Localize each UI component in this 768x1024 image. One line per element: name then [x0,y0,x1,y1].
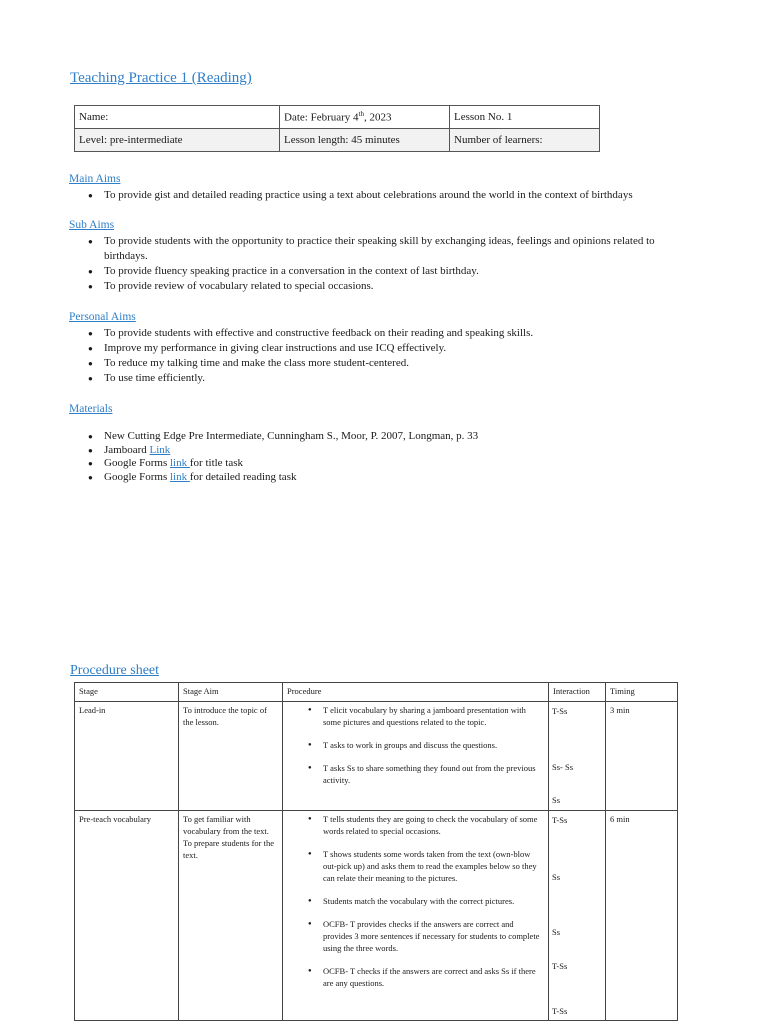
header-interaction: Interaction [549,683,606,702]
materials-heading[interactable]: Materials [69,403,113,415]
header-timing: Timing [606,683,678,702]
lesson-info-table [74,105,600,152]
interaction-label: Ss [552,927,561,937]
main-aims-list [70,188,710,203]
list-item: ● To provide review of vocabulary related to special occasions. [70,279,695,294]
interaction-label: T-Ss [552,961,568,971]
procedure-step: ● T asks to work in groups and discuss the questions. [287,739,544,751]
timing-cell: 3 min [606,702,678,811]
interaction-label: Ss [552,795,561,805]
interaction-label: T-Ss [552,706,568,716]
list-item: ● To provide gist and detailed reading practice using a text about celebrations around the world in the context of birthdays [70,188,710,203]
stage-cell: Pre-teach vocabulary [75,811,179,1021]
interaction-label: T-Ss [552,815,568,825]
list-item: ● To use time efficiently. [70,371,710,386]
table-row [75,811,678,1021]
header-stage-aim: Stage Aim [179,683,283,702]
table-row [75,702,678,811]
list-item: ● To provide students with effective and constructive feedback on their reading and speaking skills. [70,326,710,341]
interaction-cell [549,702,606,811]
page-title[interactable]: Teaching Practice 1 (Reading) [70,70,252,86]
sub-aims-list [70,234,695,294]
timing-cell: 6 min [606,811,678,1021]
interaction-cell [549,811,606,1021]
list-item: ● Jamboard Link [70,444,710,458]
learners-cell: Number of learners: [450,129,600,152]
sub-aims-heading[interactable]: Sub Aims [69,219,115,231]
detailed-task-link[interactable]: link [170,470,190,483]
list-item: ● Improve my performance in giving clear instructions and use ICQ effectively. [70,341,710,356]
list-item: ● To provide students with the opportunity to practice their speaking skill by exchanging ideas, feelings and opinions related to birthdays. [70,234,695,264]
procedure-heading[interactable]: Procedure sheet [70,663,160,678]
list-item: ● To reduce my talking time and make the class more student-centered. [70,356,710,371]
procedure-step: ● Students match the vocabulary with the correct pictures. [287,895,544,907]
procedure-step: ● T elicit vocabulary by sharing a jamboard presentation with some pictures and questions related to the topic. [287,704,544,728]
personal-aims-heading[interactable]: Personal Aims [69,311,136,323]
stage-aim-cell: To introduce the topic of the lesson. [179,702,283,811]
procedure-step: ● OCFB- T provides checks if the answers are correct and provides 3 more sentences if necessary for students to complete using the three words. [287,918,544,954]
procedure-cell [283,702,549,811]
interaction-label: T-Ss [552,1006,568,1016]
personal-aims-list [70,326,710,386]
title-task-link[interactable]: link [170,457,190,469]
procedure-step: ● T tells students they are going to check the vocabulary of some words related to special occasions. [287,813,544,837]
list-item: ● New Cutting Edge Pre Intermediate, Cunningham S., Moor, P. 2007, Longman, p. 33 [70,430,710,444]
lesson-length-cell: Lesson length: 45 minutes [280,129,450,152]
interaction-label: Ss- Ss [552,762,574,772]
list-item: ● Google Forms link for detailed reading task [70,471,710,485]
procedure-step: ● T asks Ss to share something they found out from the previous activity. [287,762,544,786]
main-aims-heading[interactable]: Main Aims [69,173,121,185]
list-item: ● Google Forms link for title task [70,457,710,471]
name-cell: Name: [75,106,280,129]
procedure-step: ● T shows students some words taken from the text (own-blow out-pick up) and asks them to read the examples below so they can relate their meaning to the pictures. [287,848,544,884]
level-cell: Level: pre-intermediate [75,129,280,152]
lesson-number-cell: Lesson No. 1 [450,106,600,129]
jamboard-link[interactable]: Link [149,443,171,456]
interaction-label: Ss [552,872,561,882]
stage-cell: Lead-in [75,702,179,811]
procedure-table [74,682,678,1021]
procedure-cell [283,811,549,1021]
stage-aim-cell: To get familiar with vocabulary from the text. To prepare students for the text. [179,811,283,1021]
materials-list [70,430,710,484]
procedure-step: ● OCFB- T checks if the answers are correct and asks Ss if there are any questions. [287,965,544,989]
date-cell: Date: February 4th, 2023 [280,106,450,129]
header-stage: Stage [75,683,179,702]
header-procedure: Procedure [283,683,549,702]
list-item: ● To provide fluency speaking practice in a conversation in the context of last birthday. [70,264,695,279]
